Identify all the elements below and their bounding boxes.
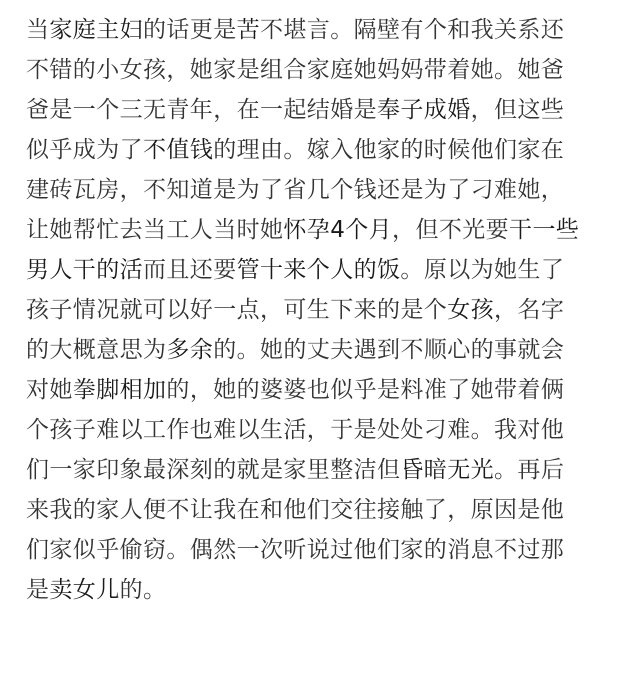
emphasized-text: 男人干的活 [26, 257, 143, 283]
text-line [26, 490, 616, 530]
body-text: 让她帮忙去当工人当时她 [26, 217, 284, 243]
emphasized-text: 管十来个人的饭 [236, 257, 401, 283]
body-text: ，但不光要 [392, 217, 510, 243]
body-text: 爸是一个三无青年，在一起结婚是 [26, 97, 377, 123]
text-line [26, 130, 616, 170]
body-text: 的。她的丈夫遇到不顺心的事就会 [213, 337, 565, 363]
body-text: 。原以为她生了 [400, 257, 565, 283]
emphasized-text: 卖女儿 [49, 577, 120, 603]
body-text: 个孩子难以工作也难以生活，于是处处刁难。我对他 [26, 417, 565, 443]
text-line [26, 290, 616, 330]
body-text: 们家似乎偷窃。偶然一次听说过他们家的消息不过那 [26, 537, 565, 563]
emphasized-text: 怀孕4个月 [283, 217, 393, 243]
text-line [26, 10, 616, 50]
body-text: 而且还要 [143, 257, 237, 283]
text-line [26, 170, 616, 210]
emphasized-text: 不值钱 [143, 137, 214, 163]
body-text: 不错的小女孩，她家是组合家庭她妈妈带着她。她爸 [26, 57, 565, 83]
body-text: 的话更是 [143, 17, 237, 43]
text-line [26, 330, 616, 370]
body-text: 建砖瓦房，不知道是为了省几个钱还是为了刁难她， [26, 177, 565, 203]
body-text: 是 [26, 577, 50, 603]
emphasized-text: 苦 [236, 17, 261, 43]
body-text: ，但这些 [470, 97, 565, 123]
body-text: ，名字 [494, 297, 565, 323]
body-text: 。再后 [494, 457, 565, 483]
text-line [26, 210, 616, 250]
emphasized-text: 干一些 [509, 217, 580, 243]
body-text: 来我的家人便不让我在和他们交往接触了，原因是他 [26, 497, 565, 523]
body-text: 的理由。嫁入他家的时候他们家在 [213, 137, 565, 163]
body-text: 对她 [26, 377, 73, 403]
text-line [26, 90, 616, 130]
article-body [26, 10, 616, 610]
text-line [26, 530, 616, 570]
emphasized-text: 奉子成婚 [377, 97, 471, 123]
text-line [26, 410, 616, 450]
emphasized-text: 昏暗无光 [400, 457, 495, 483]
body-text: 的，她的婆婆也似乎是料准了她带着俩 [166, 377, 565, 403]
emphasized-text: 多余 [166, 337, 214, 363]
emphasized-text: 女孩 [447, 297, 495, 323]
text-line [26, 370, 616, 410]
body-text: 的。 [119, 577, 167, 603]
emphasized-text: 拳脚相加 [72, 377, 167, 403]
text-line [26, 450, 616, 490]
emphasized-text: 家庭主妇 [49, 17, 144, 43]
body-text: 不堪言。隔壁有个和我关系还 [260, 17, 565, 43]
text-line [26, 570, 616, 610]
body-text: 似乎成为了 [26, 137, 143, 163]
text-line [26, 250, 616, 290]
text-line [26, 50, 616, 90]
body-text: 们一家印象最深刻的就是家里整洁但 [26, 457, 401, 483]
body-text: 当 [26, 17, 50, 43]
body-text: 孩子情况就可以好一点，可生下来的是个 [26, 297, 448, 323]
body-text: 的大概意思为 [26, 337, 167, 363]
